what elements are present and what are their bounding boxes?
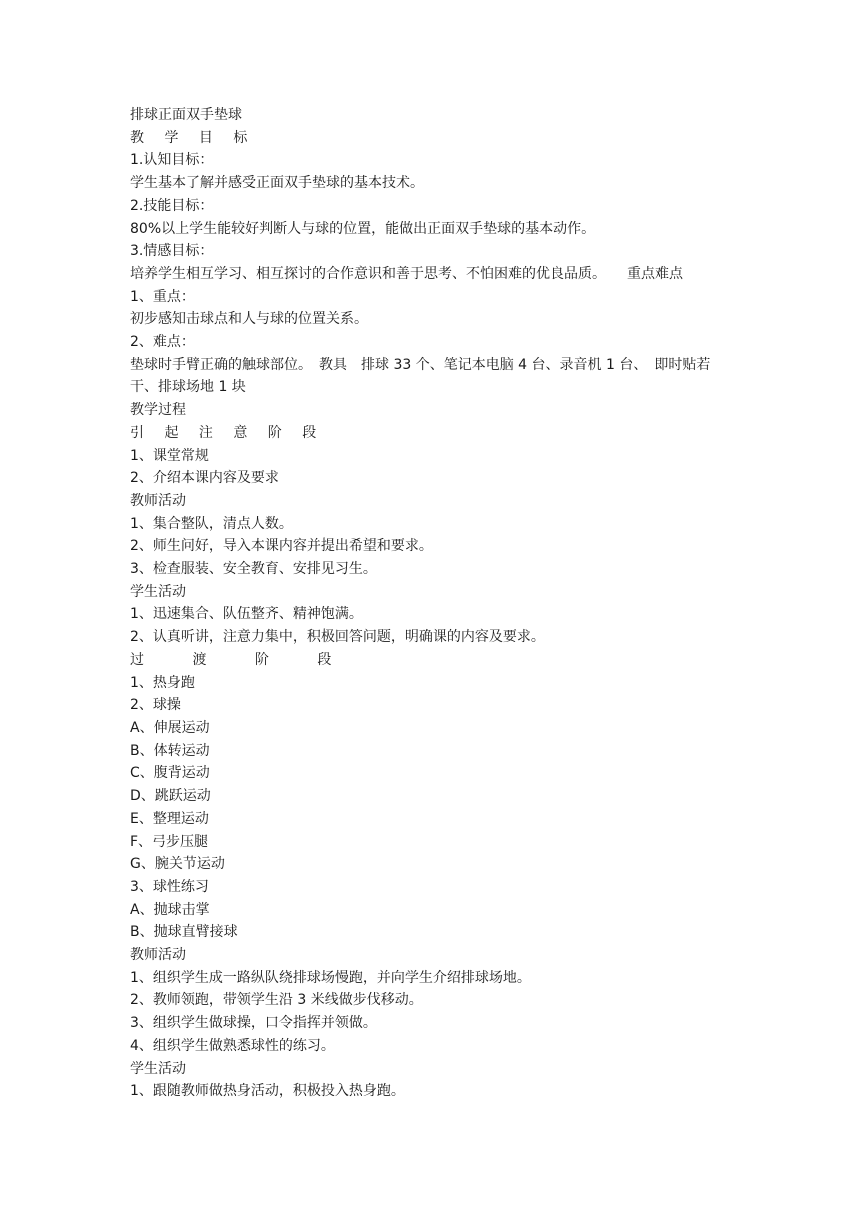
section-heading-objectives: 教 学 目 标 bbox=[130, 129, 256, 146]
list-item: A、伸展运动 bbox=[130, 719, 210, 736]
list-item: 3、检查服装、安全教育、安排见习生。 bbox=[130, 561, 377, 578]
text-line: 2.技能目标： bbox=[130, 197, 214, 214]
document-title: 排球正面双手垫球 bbox=[130, 107, 242, 123]
subheading-student: 学生活动 bbox=[130, 583, 186, 600]
list-item: 1、组织学生成一路纵队绕排球场慢跑，并向学生介绍排球场地。 bbox=[130, 969, 531, 986]
text-line: 2、难点： bbox=[130, 334, 195, 351]
subheading-teacher: 教师活动 bbox=[130, 947, 186, 964]
text-line: 1、重点： bbox=[130, 288, 195, 305]
list-item: 2、认真听讲，注意力集中，积极回答问题，明确课的内容及要求。 bbox=[130, 629, 545, 646]
list-item: 2、介绍本课内容及要求 bbox=[130, 470, 279, 487]
list-item: 2、教师领跑，带领学生沿 3 米线做步伐移动。 bbox=[130, 992, 423, 1009]
text-line: 80%以上学生能较好判断人与球的位置，能做出正面双手垫球的基本动作。 bbox=[130, 220, 596, 237]
list-item: 1、课堂常规 bbox=[130, 447, 209, 464]
text-line: 1.认知目标： bbox=[130, 152, 214, 169]
list-item: G、腕关节运动 bbox=[130, 856, 225, 873]
list-item: 1、迅速集合、队伍整齐、精神饱满。 bbox=[130, 606, 363, 623]
list-item: 1、跟随教师做热身活动，积极投入热身跑。 bbox=[130, 1083, 405, 1100]
text-line: 3.情感目标： bbox=[130, 243, 214, 260]
section-heading-process: 教学过程 bbox=[130, 402, 186, 419]
list-item: D、跳跃运动 bbox=[130, 788, 211, 805]
list-item: 1、热身跑 bbox=[130, 674, 195, 691]
text-line: 学生基本了解并感受正面双手垫球的基本技术。 bbox=[130, 175, 424, 192]
document-body bbox=[130, 104, 732, 1103]
list-item: E、整理运动 bbox=[130, 810, 209, 827]
list-item: 3、球性练习 bbox=[130, 878, 209, 895]
list-item: 2、球操 bbox=[130, 697, 181, 714]
list-item: C、腹背运动 bbox=[130, 765, 210, 782]
list-item: A、抛球击掌 bbox=[130, 901, 210, 918]
list-item: F、弓步压腿 bbox=[130, 833, 209, 850]
subheading-teacher: 教师活动 bbox=[130, 492, 186, 509]
text-paragraph: 垫球时手臂正确的触球部位。 教具 排球 33 个、笔记本电脑 4 台、录音机 1 台、 即时贴若干、排球场地 1 块 bbox=[130, 356, 711, 396]
list-item: 2、师生问好，导入本课内容并提出希望和要求。 bbox=[130, 538, 433, 555]
list-item: B、抛球直臂接球 bbox=[130, 924, 238, 941]
list-item: 4、组织学生做熟悉球性的练习。 bbox=[130, 1037, 335, 1054]
list-item: 3、组织学生做球操，口令指挥并领做。 bbox=[130, 1015, 377, 1032]
text-line: 培养学生相互学习、相互探讨的合作意识和善于思考、不怕困难的优良品质。 重点难点 bbox=[130, 265, 683, 282]
stage-heading-transition: 过 渡 阶 段 bbox=[130, 651, 354, 668]
text-line: 初步感知击球点和人与球的位置关系。 bbox=[130, 311, 368, 328]
list-item: B、体转运动 bbox=[130, 742, 210, 759]
list-item: 1、集合整队，清点人数。 bbox=[130, 515, 293, 532]
subheading-student: 学生活动 bbox=[130, 1060, 186, 1077]
stage-heading-attention: 引 起 注 意 阶 段 bbox=[130, 424, 325, 441]
